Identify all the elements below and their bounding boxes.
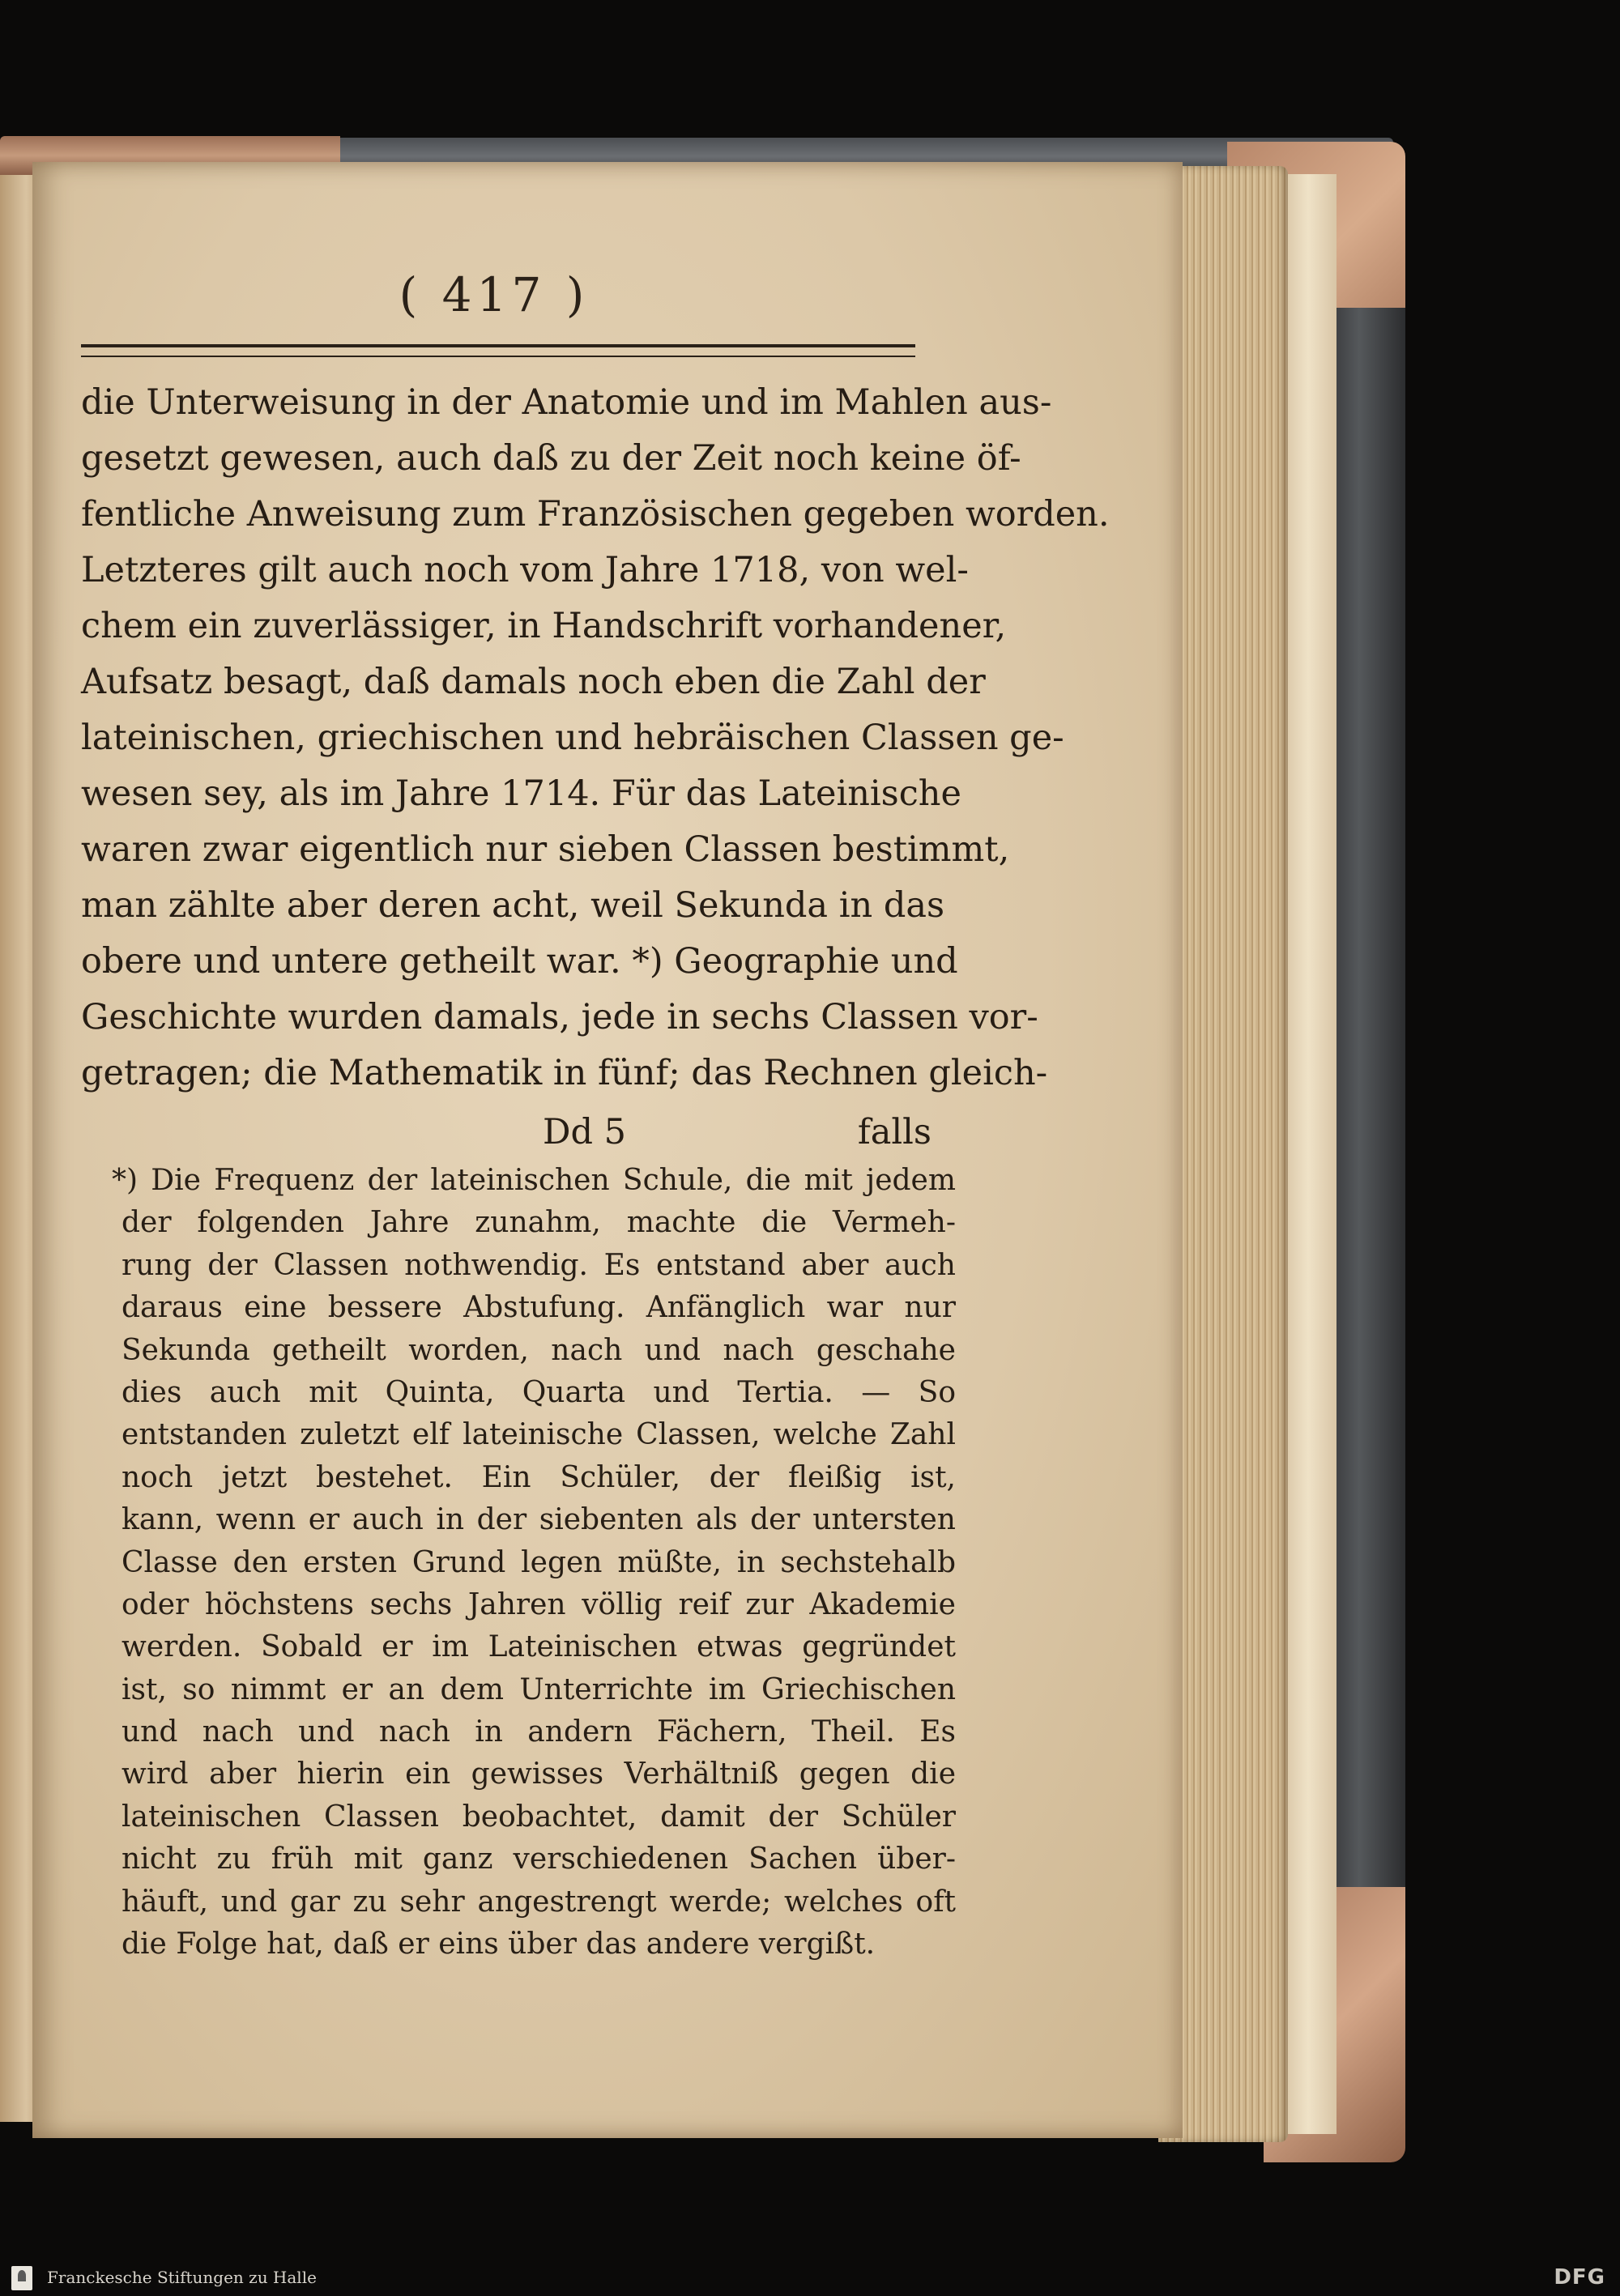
endpaper bbox=[1280, 174, 1336, 2134]
text-line: lateinischen, griechischen und hebräischen Classen ge- bbox=[81, 718, 1064, 758]
cover-board-side bbox=[1328, 308, 1405, 1928]
header-rule bbox=[81, 344, 915, 357]
footnote-line: Classe den ersten Grund legen müßte, in sechstehalb bbox=[122, 1545, 956, 1579]
text-line: chem ein zuverlässiger, in Handschrift vorhandener, bbox=[81, 606, 1007, 646]
footnote-line: noch jetzt bestehet. Ein Schüler, der fleißig ist, bbox=[122, 1460, 956, 1494]
footnote-line: lateinischen Classen beobachtet, damit der Schüler bbox=[122, 1800, 956, 1834]
footnote-line: die Folge hat, daß er eins über das andere vergißt. bbox=[122, 1928, 876, 1962]
text-line: getragen; die Mathematik in fünf; das Rechnen gleich- bbox=[81, 1053, 1048, 1093]
text-line: wesen sey, als im Jahre 1714. Für das Lateinische bbox=[81, 773, 961, 814]
footnote-line: werden. Sobald er im Lateinischen etwas gegründet bbox=[122, 1630, 956, 1664]
text-line: waren zwar eigentlich nur sieben Classen bestimmt, bbox=[81, 829, 1010, 870]
footnote bbox=[112, 1160, 956, 1966]
footnote-line: ist, so nimmt er an dem Unterrichte im Griechischen bbox=[122, 1672, 956, 1706]
page-number: ( 417 ) bbox=[399, 267, 590, 322]
footnote-line: daraus eine bessere Abstufung. Anfänglich war nur bbox=[122, 1291, 956, 1325]
footnote-line: der folgenden Jahre zunahm, machte die Vermeh- bbox=[122, 1206, 956, 1240]
footnote-line: entstanden zuletzt elf lateinische Classen, welche Zahl bbox=[122, 1418, 956, 1452]
text-line: man zählte aber deren acht, weil Sekunda in das bbox=[81, 885, 945, 926]
text-line: Letzteres gilt auch noch vom Jahre 1718, von wel- bbox=[81, 550, 969, 590]
footnote-line: häuft, und gar zu sehr angestrengt werde; welches oft bbox=[122, 1885, 956, 1919]
footnote-line: rung der Classen nothwendig. Es entstand aber auch bbox=[122, 1248, 956, 1282]
footnote-line: Sekunda getheilt worden, nach und nach geschahe bbox=[122, 1333, 956, 1367]
text-line: fentliche Anweisung zum Französischen gegeben worden. bbox=[81, 494, 1110, 535]
viewer-footer bbox=[0, 2261, 1620, 2296]
francke-foundations-logo-icon[interactable] bbox=[11, 2266, 32, 2290]
text-line: die Unterweisung in der Anatomie und im Mahlen aus- bbox=[81, 382, 1052, 423]
footnote-line: und nach und nach in andern Fächern, Theil. Es bbox=[122, 1715, 956, 1749]
catchword: falls bbox=[857, 1112, 932, 1152]
signature-mark: Dd 5 bbox=[543, 1112, 627, 1152]
footnote-line: kann, wenn er auch in der siebenten als der untersten bbox=[122, 1503, 956, 1537]
footnote-line: oder höchstens sechs Jahren völlig reif zur Akademie bbox=[122, 1587, 956, 1621]
body-text bbox=[81, 375, 1110, 1101]
signature-row bbox=[81, 1108, 932, 1157]
text-line: Geschichte wurden damals, jede in sechs Classen vor- bbox=[81, 997, 1038, 1037]
text-line: obere und untere getheilt war. *) Geographie und bbox=[81, 941, 958, 982]
footnote-line: nicht zu früh mit ganz verschiedenen Sachen über- bbox=[122, 1842, 956, 1876]
dfg-logo[interactable]: DFG bbox=[1554, 2265, 1605, 2290]
footnote-line: wird aber hierin ein gewisses Verhältniß gegen die bbox=[122, 1757, 956, 1791]
institution-credit[interactable]: Franckesche Stiftungen zu Halle bbox=[47, 2268, 317, 2287]
text-line: Aufsatz besagt, daß damals noch eben die Zahl der bbox=[81, 662, 986, 702]
footnote-line: dies auch mit Quinta, Quarta und Tertia. — So bbox=[122, 1375, 956, 1409]
text-line: gesetzt gewesen, auch daß zu der Zeit noch keine öf- bbox=[81, 438, 1021, 479]
footnote-line: *) Die Frequenz der lateinischen Schule, die mit jedem bbox=[112, 1164, 956, 1197]
